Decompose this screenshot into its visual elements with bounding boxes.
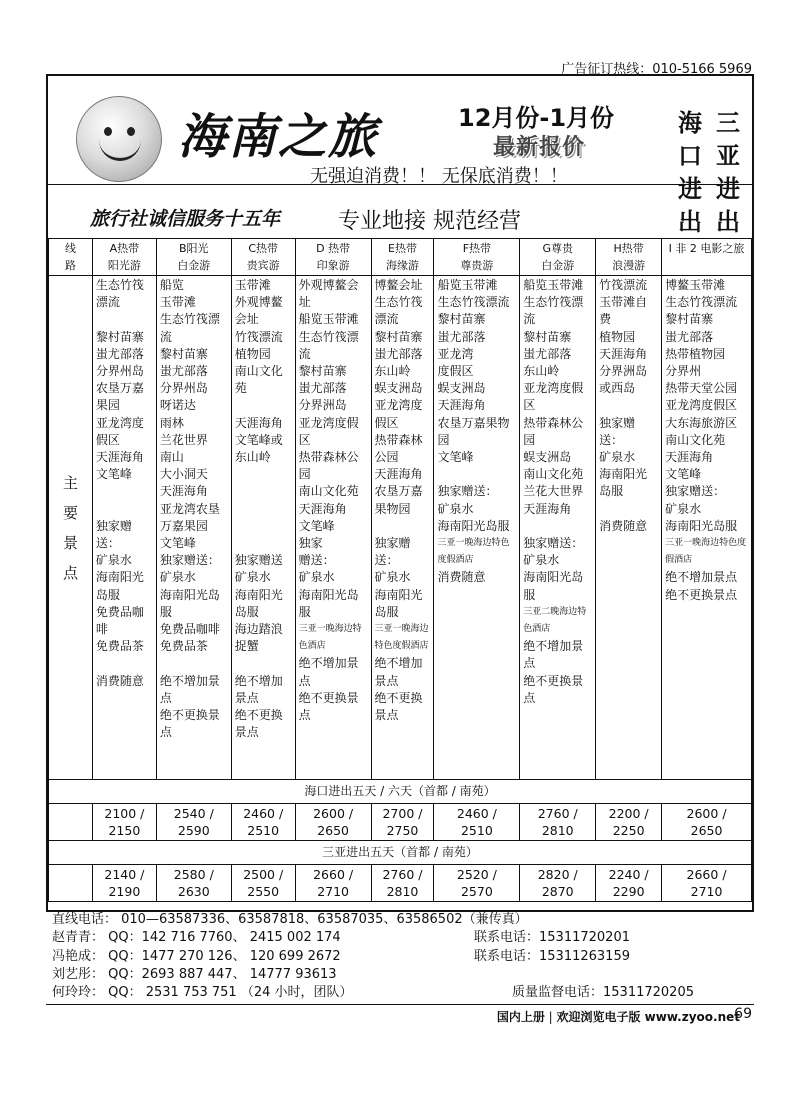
contact-row (52, 981, 752, 999)
route-header-row (49, 239, 752, 276)
route-name: B阳光 白金游 (156, 239, 231, 276)
haikou-price-row (49, 804, 752, 841)
char: 口 (678, 141, 702, 170)
price-cell: 2760 / 2810 (520, 804, 596, 841)
hotel-note: 三亚一晚海边特色度假酒店 (374, 624, 429, 652)
direct-phone-row (52, 908, 752, 926)
route-name: H热带 浪漫游 (596, 239, 662, 276)
empty-cell (49, 804, 93, 841)
sanya-exit (716, 106, 740, 238)
hotel-note: 三亚一晚海边特色度假酒店 (437, 538, 510, 566)
price-cell: 2580 / 2630 (156, 865, 231, 902)
route-spots (596, 276, 662, 780)
price-cell: 2660 / 2710 (295, 865, 371, 902)
tour-ad-frame (46, 74, 754, 912)
price-cell: 2240 / 2290 (596, 865, 662, 902)
brand-title: 海南之旅 (178, 109, 379, 165)
price-cell: 2660 / 2710 (662, 865, 752, 902)
sanya-price-row (49, 865, 752, 902)
spots-text: 玉带滩 外观博鳌会址 竹筏漂流 植物园 南山文化苑 天涯海角 文笔峰或东山岭 独家赠送 矿泉水 海南阳光岛服 海边踏浪捉蟹 绝不增加景点 绝不更换景点 (234, 278, 283, 740)
note: 绝不更换景点 (374, 690, 423, 723)
note: 绝不增加景点 (298, 656, 359, 688)
footer-section: 国内上册 (496, 1010, 545, 1024)
note: 绝不增加景点 (523, 639, 584, 671)
route-spots (231, 276, 295, 780)
spots-text: 博鳌会址 生态竹筏漂流 黎村苗寨 蚩尤部落 东山岭 蜈支洲岛 亚龙湾度假区 热带森林公园 天涯海角 农垦万嘉果物园 独家赠送： 矿泉水 海南阳光岛服 (374, 278, 423, 619)
spots-text: 竹筏漂流 玉带滩自费 植物园 天涯海角 分界洲岛或西岛 独家赠送： 矿泉水 海南阳光岛服 消费随意 (599, 278, 648, 533)
route-spots (434, 276, 520, 780)
route-spots (371, 276, 434, 780)
route-spots (156, 276, 231, 780)
service-years: 旅行社诚信服务十五年 (90, 208, 281, 230)
price-cell: 2540 / 2590 (156, 804, 231, 841)
char: 点 (62, 563, 78, 582)
route-table (48, 238, 752, 902)
hotel-note: 三亚一晚海边特色酒店 (298, 624, 362, 652)
route-spots (295, 276, 371, 780)
header (48, 76, 752, 236)
hotel-note: 三亚二晚海边特色酒店 (523, 606, 587, 635)
price-cell: 2600 / 2650 (295, 804, 371, 841)
char: 进 (716, 174, 740, 203)
char: 出 (678, 207, 702, 236)
ad-hotline: 广告征订热线：010-5166 5969 (561, 62, 752, 77)
price-cell: 2140 / 2190 (92, 865, 156, 902)
page-number: 69 (734, 1006, 752, 1022)
contacts (52, 908, 752, 999)
route-name: E热带 海缘游 (371, 239, 434, 276)
sanya-bar (49, 841, 752, 865)
slogan: 无强迫消费！！ 无保底消费！！ (310, 166, 568, 187)
contact-qq: 刘艺彤： QQ：2693 887 447、 14777 93613 (52, 966, 337, 982)
route-spots (92, 276, 156, 780)
note: 绝不更换景点 (298, 690, 359, 723)
char: 景 (62, 533, 78, 552)
spots-text: 外观博鳌会址 船览玉带滩 生态竹筏漂流 黎村苗寨 蚩尤部落 分界洲岛 亚龙湾度假区 热带森林公园 南山文化苑 天涯海角 文笔峰 独家 赠送： 矿泉水 海南阳光岛服 (298, 278, 359, 619)
spots-text: 船览玉带滩 生态竹筏漂流 黎村苗寨 蚩尤部落 亚龙湾 度假区 蜈支洲岛 天涯海角 农垦万嘉果物园 文笔峰 独家赠送： 矿泉水 海南阳光岛服 (437, 278, 510, 533)
footer-site: 欢迎浏览电子版 www.zyoo.net (556, 1010, 740, 1024)
route-name: C热带 贵宾游 (231, 239, 295, 276)
contact-row (52, 926, 752, 944)
char: 主 (62, 473, 78, 492)
haikou-exit (678, 106, 702, 238)
char: 海 (678, 108, 702, 137)
spots-text: 博鳌玉带滩 生态竹筏漂流 黎村苗寨 蚩尤部落 热带植物园 分界州 热带天堂公园亚龙湾度假区 大东海旅游区 南山文化苑 天涯海角 文笔峰 独家赠送： 矿泉水 海南阳光岛服 (665, 278, 738, 533)
spots-text: 船览 玉带滩 生态竹筏漂流 黎村苗寨 蚩尤部落 分界州岛 呀诺达 雨林 兰花世界 南山 大小洞天 天涯海角 亚龙湾农垦万嘉果园 文笔峰 独家赠送： 矿泉水 海南阳光岛服 免费品咖啡 免费品茶 绝不增加景点 绝不更换景点 (159, 278, 220, 740)
price-cell: 2460 / 2510 (231, 804, 295, 841)
price-cell: 2820 / 2870 (520, 865, 596, 902)
month-range: 12月份-1月份 (458, 104, 615, 132)
hotel-note: 三亚一晚海边特色度假酒店 (665, 538, 747, 566)
price-cell: 2100 / 2150 (92, 804, 156, 841)
price-cell: 2700 / 2750 (371, 804, 434, 841)
note: 绝不更换景点 (665, 587, 738, 602)
char: 三 (716, 108, 740, 137)
contact-phone: 联系电话：15311263159 (474, 948, 630, 964)
haikou-bar (49, 780, 752, 804)
exit-labels (678, 106, 740, 238)
note: 绝不更换景点 (523, 673, 584, 705)
spots-label (49, 276, 93, 780)
char: 亚 (716, 141, 740, 170)
route-name: F热带 尊贵游 (434, 239, 520, 276)
route-name: D 热带 印象游 (295, 239, 371, 276)
price-cell: 2500 / 2550 (231, 865, 295, 902)
price-cell: 2520 / 2570 (434, 865, 520, 902)
contact-qq: 冯艳成： QQ：1477 270 126、 120 699 2672 (52, 948, 341, 964)
route-name: I 非 2 电影之旅 (662, 239, 752, 276)
footer-text: 国内上册 | 欢迎浏览电子版 www.zyoo.net (496, 1010, 740, 1024)
note: 消费随意 (437, 570, 486, 585)
spots-text: 船览玉带滩 生态竹筏漂流 黎村苗寨 蚩尤部落 东山岭 亚龙湾度假区 热带森林公园 蜈支洲岛 南山文化苑 兰花大世界 天涯海角 独家赠送： 矿泉水 海南阳光岛服 (523, 278, 584, 602)
contact-phone: 联系电话：15311720201 (474, 930, 630, 946)
price-cell: 2460 / 2510 (434, 804, 520, 841)
spots-row (49, 276, 752, 780)
latest-quote-label: 最新报价 (493, 135, 586, 160)
note: 绝不增加景点 (374, 656, 423, 688)
direct-phone: 直线电话： 010—63587336、63587818、63587035、63586502（兼传真） (52, 912, 528, 927)
contact-row (52, 963, 752, 981)
char: 进 (678, 174, 702, 203)
haikou-label: 海口进出五天 / 六天（首都 / 南苑） (49, 780, 752, 804)
spots-text: 生态竹筏漂流 黎村苗寨 蚩尤部落 分界州岛 农垦万嘉果园 亚龙湾度假区 天涯海角 文笔峰 独家赠送： 矿泉水 海南阳光岛服 免费品咖啡 免费品茶 消费随意 (95, 278, 144, 688)
contact-qq: 何玲玲： QQ： 2531 753 751 （24 小时，团队） (52, 985, 353, 1001)
route-name: A热带 阳光游 (92, 239, 156, 276)
quality-phone: 质量监督电话：15311720205 (512, 985, 694, 1001)
route-spots (520, 276, 596, 780)
pro-slogan: 专业地接 规范经营 (338, 209, 521, 234)
char: 出 (716, 207, 740, 236)
route-label: 线 路 (49, 239, 93, 276)
header-divider (48, 184, 752, 185)
smiley-face-icon (76, 96, 162, 182)
route-name: G尊贵 白金游 (520, 239, 596, 276)
contact-qq: 赵青青： QQ：142 716 7760、 2415 002 174 (52, 930, 341, 946)
footer-rule (46, 1004, 754, 1005)
sanya-label: 三亚进出五天（首都 / 南苑） (49, 841, 752, 865)
price-cell: 2600 / 2650 (662, 804, 752, 841)
empty-cell (49, 865, 93, 902)
contact-row (52, 945, 752, 963)
char: 要 (62, 503, 78, 522)
note: 绝不增加景点 (665, 570, 738, 585)
price-cell: 2760 / 2810 (371, 865, 434, 902)
route-spots (662, 276, 752, 780)
price-cell: 2200 / 2250 (596, 804, 662, 841)
